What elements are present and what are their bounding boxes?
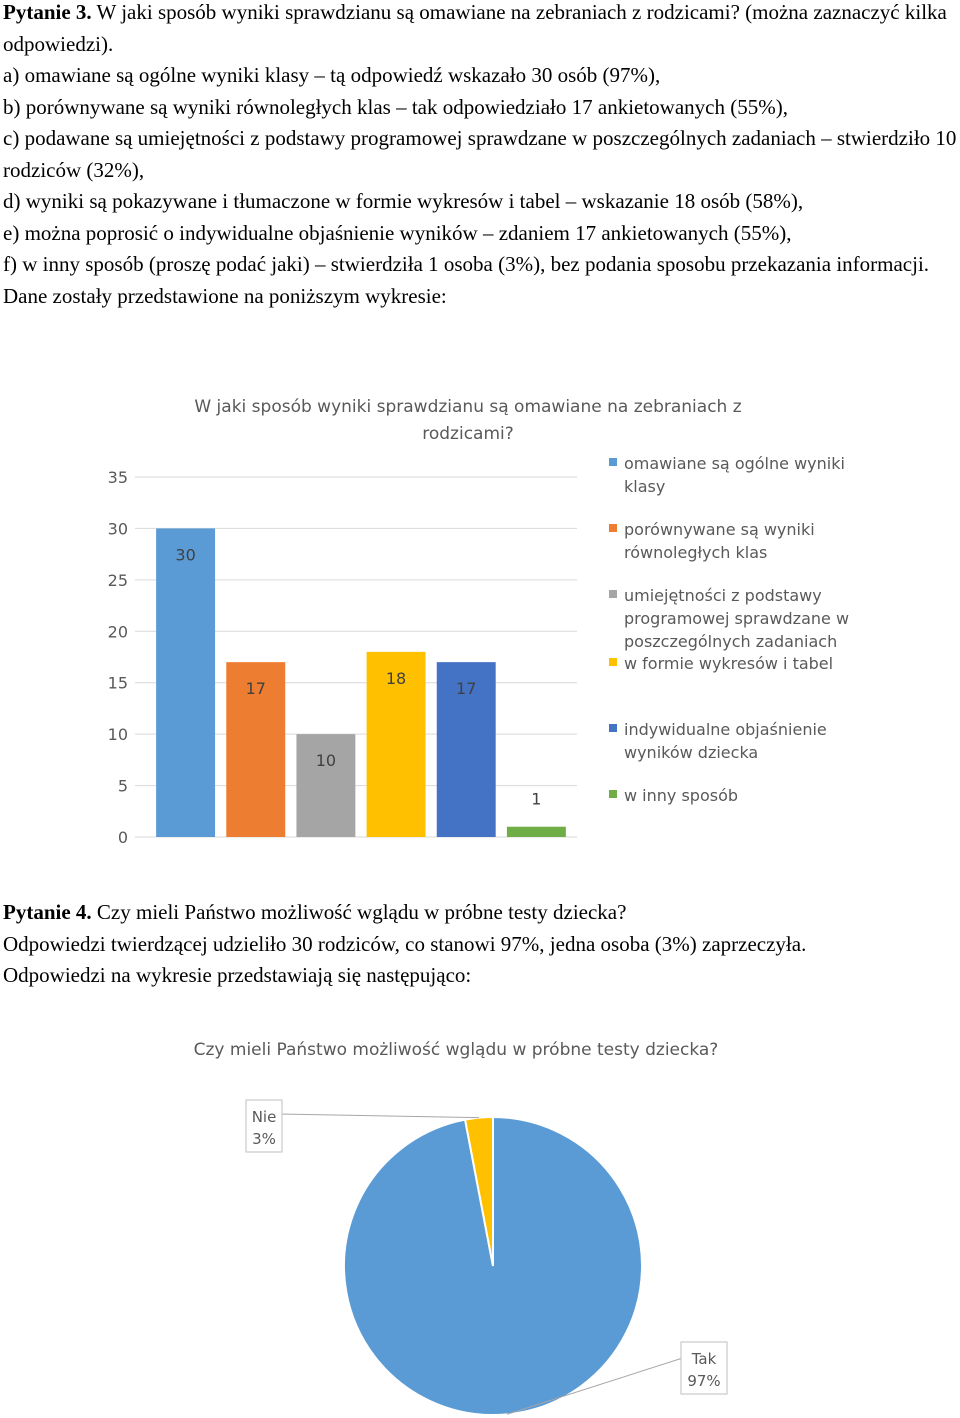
question-4-summary: Odpowiedzi twierdzącej udzieliło 30 rodziców, co stanowi 97%, jedna osoba (3%) zaprzeczyła. — [3, 931, 807, 956]
y-tick-label: 35 — [107, 468, 128, 487]
y-tick-label: 20 — [107, 622, 128, 642]
y-tick-label: 0 — [117, 828, 128, 847]
pie-label-percent: 97% — [687, 1372, 721, 1390]
question-4-block — [3, 897, 958, 992]
legend-label: indywidualne objaśnienie wyników dziecka — [624, 720, 827, 762]
bar-data-label: 17 — [245, 679, 266, 699]
question-4-intro: Odpowiedzi na wykresie przedstawiają się następująco: — [3, 963, 472, 987]
legend-item — [609, 586, 849, 651]
legend-swatch — [609, 524, 617, 532]
pie-chart — [180, 1030, 780, 1415]
pie-label-percent: 3% — [252, 1130, 276, 1148]
question-3-text: W jaki sposób wyniki sprawdzianu są omawiane na zebraniach z rodzicami? (można zaznaczyć kilka odpowiedzi). — [3, 0, 947, 56]
legend-item — [609, 786, 738, 805]
bar-chart-legend — [609, 454, 849, 805]
pie-chart-title: Czy mieli Państwo możliwość wglądu w próbne testy dziecka? — [193, 1040, 719, 1060]
legend-label: porównywane są wyniki równoległych klas — [624, 520, 815, 562]
y-tick-label: 15 — [107, 673, 128, 693]
bar-data-label: 1 — [531, 789, 542, 809]
answer-a: a) omawiane są ogólne wyniki klasy – tą odpowiedź wskazało 30 osób (97%), — [3, 63, 661, 87]
question-4-label: Pytanie 4. — [3, 900, 92, 924]
question-3-label: Pytanie 3. — [3, 0, 92, 24]
answer-f: f) w inny sposób (proszę podać jaki) – stwierdziła 1 osoba (3%), bez podania sposobu przekazania informacji. — [3, 252, 930, 276]
legend-swatch — [609, 458, 617, 466]
bar-data-label: 10 — [315, 751, 337, 771]
legend-label: umiejętności z podstawy programowej sprawdzane w poszczególnych zadaniach — [624, 586, 850, 651]
chart-intro: Dane zostały przedstawione na poniższym wykresie: — [3, 283, 447, 308]
bar-chart — [95, 380, 885, 860]
question-3-block — [3, 0, 958, 312]
legend-swatch — [609, 590, 617, 598]
bar — [156, 528, 215, 837]
legend-item — [609, 720, 827, 762]
legend-item — [609, 454, 845, 496]
legend-item — [609, 654, 833, 673]
bar-data-label: 18 — [385, 668, 407, 688]
bar-chart-y-axis — [108, 468, 128, 847]
pie-label-name: Nie — [251, 1108, 277, 1126]
pie-chart-slices — [344, 1117, 642, 1415]
legend-label: w inny sposób — [624, 786, 739, 805]
bar-data-label: 17 — [456, 679, 477, 699]
pie-label-name: Tak — [691, 1350, 717, 1368]
bar-data-label: 30 — [175, 545, 196, 565]
legend-swatch — [609, 790, 617, 798]
legend-label: omawiane są ogólne wyniki klasy — [624, 454, 845, 496]
y-tick-label: 5 — [117, 776, 128, 796]
question-4-heading — [3, 897, 958, 929]
answer-b: b) porównywane są wyniki równoległych klas – tak odpowiedziało 17 ankietowanych (55%), — [3, 94, 788, 119]
answer-e: e) można poprosić o indywidualne objaśnienie wyników – zdaniem 17 ankietowanych (55%), — [3, 220, 792, 245]
bar — [507, 827, 566, 837]
bar — [296, 734, 355, 837]
legend-item — [609, 520, 815, 562]
legend-swatch — [609, 724, 617, 732]
answer-d: d) wyniki są pokazywane i tłumaczone w formie wykresów i tabel – wskazanie 18 osób (58%), — [3, 189, 804, 213]
y-tick-label: 25 — [107, 570, 128, 590]
legend-swatch — [609, 658, 617, 666]
legend-label: w formie wykresów i tabel — [624, 654, 834, 673]
question-4-text: Czy mieli Państwo możliwość wglądu w próbne testy dziecka? — [91, 900, 627, 924]
bar-chart-title-line-1: W jaki sposób wyniki sprawdzianu są omawiane na zebraniach z — [194, 397, 742, 417]
question-3-heading — [3, 0, 958, 60]
bar-chart-title-line-2: rodzicami? — [422, 424, 514, 444]
leader-line — [280, 1114, 479, 1118]
y-tick-label: 10 — [107, 725, 128, 745]
answer-c: c) podawane są umiejętności z podstawy programowej sprawdzane w poszczególnych zadaniach – stwierdziło 10 rodziców (32%), — [3, 126, 957, 182]
y-tick-label: 30 — [107, 519, 128, 539]
